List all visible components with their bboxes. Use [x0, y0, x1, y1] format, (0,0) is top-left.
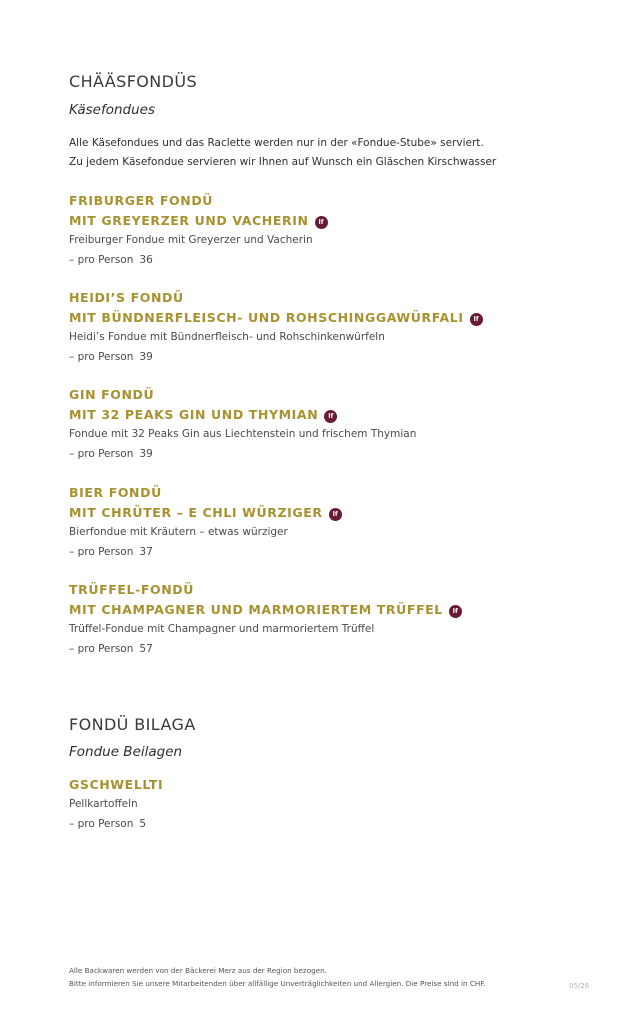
price-value: 37 [139, 545, 153, 558]
section-subtitle-beilagen: Fondue Beilagen [69, 744, 183, 760]
dish-name-line-1: FRIBURGER FONDÜ [69, 193, 214, 208]
dish-name-line-1: GSCHWELLTI [69, 777, 164, 792]
dish-price [69, 348, 385, 368]
dish-name-line-2 [69, 308, 483, 328]
price-value: 39 [139, 447, 153, 460]
dish-description: Bierfondue mit Kräutern – etwas würziger [69, 526, 288, 538]
lactose-free-badge-icon: lf [315, 216, 328, 229]
dish-description: Freiburger Fondue mit Greyerzer und Vacherin [69, 234, 313, 246]
price-label: – pro Person [69, 350, 134, 363]
intro-line: Zu jedem Käsefondue servieren wir Ihnen auf Wunsch ein Gläschen Kirschwasser [69, 156, 497, 168]
dish-description-block [69, 795, 146, 834]
dish-price [69, 445, 416, 465]
dish-name-text: MIT BÜNDNERFLEISCH- UND ROHSCHINGGAWÜRFALI [69, 309, 464, 325]
dish-title [69, 191, 328, 230]
dish-name-text: MIT 32 PEAKS GIN UND THYMIAN [69, 406, 319, 422]
lactose-free-badge-icon: lf [470, 313, 483, 326]
page-number: 05/26 [569, 982, 590, 990]
dish-title [69, 483, 342, 522]
dish-name-line-1: HEIDI’S FONDÜ [69, 290, 184, 305]
dish-name-line-1: TRÜFFEL-FONDÜ [69, 582, 195, 597]
dish-price [69, 543, 288, 563]
price-label: – pro Person [69, 642, 134, 655]
dish-description: Fondue mit 32 Peaks Gin aus Liechtenstein und frischem Thymian [69, 428, 417, 440]
dish-description-block [69, 523, 288, 562]
dish-title [69, 580, 462, 619]
price-label: – pro Person [69, 545, 134, 558]
dish-name-line-2 [69, 600, 462, 620]
price-label: – pro Person [69, 447, 134, 460]
dish-name-text: MIT GREYERZER UND VACHERIN [69, 212, 309, 228]
dish-description: Trüffel-Fondue mit Champagner und marmoriertem Trüffel [69, 623, 375, 635]
lactose-free-badge-icon: lf [329, 508, 342, 521]
dish-price [69, 251, 313, 271]
price-value: 5 [139, 817, 147, 830]
footer-note [69, 965, 486, 990]
price-value: 57 [139, 642, 153, 655]
dish-price [69, 640, 374, 660]
price-value: 36 [139, 253, 153, 266]
dish-name-line-2 [69, 211, 328, 231]
lactose-free-badge-icon: lf [449, 605, 462, 618]
dish-description-block [69, 425, 416, 464]
lactose-free-badge-icon: lf [324, 410, 337, 423]
dish-title [69, 775, 163, 795]
footer-line: Alle Backwaren werden von der Bäckerei Merz aus der Region bezogen. [69, 966, 327, 975]
dish-name-line-1: GIN FONDÜ [69, 387, 155, 402]
dish-description: Pellkartoffeln [69, 798, 138, 810]
dish-title [69, 288, 483, 327]
footer-line: Bitte informieren Sie unsere Mitarbeitenden über allfällige Unverträglichkeiten und Allergien. Die Preise sind in CHF. [69, 978, 486, 988]
dish-name-text: MIT CHAMPAGNER UND MARMORIERTEM TRÜFFEL [69, 601, 443, 617]
dish-description-block [69, 328, 385, 367]
section-subtitle-kaesefondues: Käsefondues [69, 102, 156, 118]
dish-description: Heidi’s Fondue mit Bündnerfleisch- und Rohschinkenwürfeln [69, 331, 385, 343]
section-intro [69, 134, 496, 172]
dish-description-block [69, 620, 374, 659]
section-title-beilagen: FONDÜ BILAGA [69, 715, 196, 734]
section-title-kaesefondues: CHÄÄSFONDÜS [69, 72, 198, 91]
dish-name-line-2 [69, 503, 342, 523]
dish-name-line-1: BIER FONDÜ [69, 485, 162, 500]
intro-line: Alle Käsefondues und das Raclette werden nur in der «Fondue-Stube» serviert. [69, 137, 484, 149]
dish-description-block [69, 231, 313, 270]
dish-price [69, 815, 146, 835]
dish-name-text: MIT CHRÜTER – E CHLI WÜRZIGER [69, 504, 323, 520]
dish-title [69, 385, 337, 424]
price-value: 39 [139, 350, 153, 363]
price-label: – pro Person [69, 817, 134, 830]
dish-name-line-2 [69, 405, 337, 425]
price-label: – pro Person [69, 253, 134, 266]
